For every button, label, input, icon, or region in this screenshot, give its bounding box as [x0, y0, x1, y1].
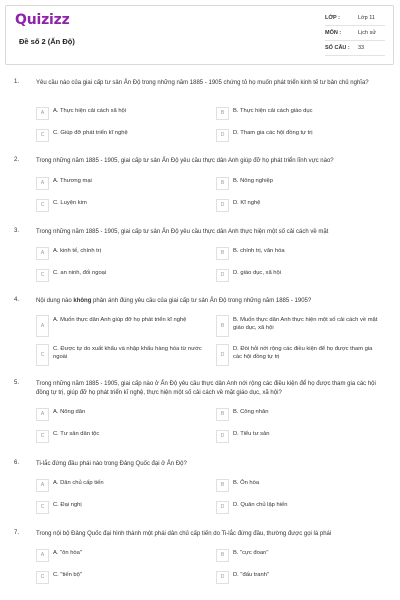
option-text: C. Được tự do xuất khẩu và nhập khẩu hàng hóa từ nước ngoài: [53, 346, 202, 360]
option-text: A. kinh tế, chính trị: [53, 248, 102, 254]
option-letter-box: D: [216, 430, 229, 443]
option-letter-box: C: [36, 501, 49, 514]
question-number: 1.: [14, 79, 20, 85]
option-text: D. "đấu tranh": [233, 572, 270, 578]
option-c[interactable]: [36, 344, 206, 366]
option-letter-box: C: [36, 269, 49, 282]
option-letter-box: B: [216, 177, 229, 190]
option-letter-box: A: [36, 107, 49, 120]
option-c[interactable]: [36, 571, 206, 584]
option-text: A. Nông dân: [53, 409, 86, 415]
option-letter-box: D: [216, 269, 229, 282]
option-letter-box: A: [36, 549, 49, 562]
option-letter-box: A: [36, 315, 49, 337]
option-letter-box: A: [36, 408, 49, 421]
question-text: Trong những năm 1885 - 1905, giai cấp nào ở Ấn Độ yêu cầu thực dân Anh nới rộng các điều kiện để họ được tham gia các hội đồng tự trị, giúp đỡ họ phát triển kĩ nghệ, thực hiện một số cải cách về mặt giáo dục, xã hội?: [36, 381, 376, 396]
option-letter-box: D: [216, 199, 229, 212]
option-letter-box: B: [216, 479, 229, 492]
meta-subject: [325, 30, 376, 36]
option-text: D. Đòi hỏi nới rộng các điều kiện để họ được tham gia các hội đồng tự trị: [233, 346, 373, 360]
option-b[interactable]: [216, 177, 386, 190]
class-label: LỚP :: [325, 15, 340, 21]
option-letter-box: C: [36, 129, 49, 142]
option-text: D. Tham gia các hội đồng tự trị: [233, 130, 313, 136]
divider: [325, 25, 385, 26]
option-text: A. Thương mại: [53, 178, 92, 184]
question-text-emphasis: không: [73, 298, 92, 304]
option-c[interactable]: [36, 269, 206, 282]
quizizz-logo: Quizizz: [15, 12, 70, 28]
option-letter-box: D: [216, 344, 229, 366]
option-a[interactable]: [36, 408, 206, 421]
option-a[interactable]: [36, 549, 206, 562]
option-text: B. Nông nghiệp: [233, 178, 273, 184]
option-a[interactable]: [36, 247, 206, 260]
option-text: C. Luyện kim: [53, 200, 87, 206]
question-number: 4.: [14, 297, 20, 303]
question-number: 2.: [14, 157, 20, 163]
option-b[interactable]: [216, 315, 386, 337]
question-text: Ti-lắc đứng đầu phái nào trong Đảng Quốc đại ở Ấn Độ?: [36, 461, 187, 467]
option-letter-box: B: [216, 107, 229, 120]
option-text: B. "cực đoan": [233, 550, 269, 556]
option-c[interactable]: [36, 501, 206, 514]
question-number: 5.: [14, 380, 20, 386]
option-letter-box: A: [36, 479, 49, 492]
option-b[interactable]: [216, 479, 386, 492]
option-letter-box: C: [36, 344, 49, 366]
option-c[interactable]: [36, 199, 206, 212]
meta-class: [325, 15, 375, 21]
count-label: SỐ CÂU :: [325, 45, 350, 51]
question-text: Trong những năm 1885 - 1905, giai cấp tư sản Ấn Độ yêu cầu thực dân Anh thực hiện một số cải cách về mặt: [36, 229, 329, 235]
option-text: A. Muốn thực dân Anh giúp đỡ họ phát triển kĩ nghệ: [53, 317, 187, 323]
option-letter-box: B: [216, 247, 229, 260]
option-letter-box: D: [216, 571, 229, 584]
option-text: B. chính trị, văn hóa: [233, 248, 285, 254]
option-letter-box: A: [36, 247, 49, 260]
option-letter-box: B: [216, 549, 229, 562]
option-d[interactable]: [216, 199, 386, 212]
option-c[interactable]: [36, 430, 206, 443]
subject-value: Lịch sử: [358, 30, 377, 36]
option-text: B. Thực hiện cải cách giáo dục: [233, 108, 313, 114]
question-text-pre: Nội dung nào: [36, 298, 74, 304]
option-letter-box: A: [36, 177, 49, 190]
option-letter-box: C: [36, 430, 49, 443]
worksheet-title: Đề số 2 (Ấn Độ): [19, 37, 75, 46]
option-d[interactable]: [216, 571, 386, 584]
question-text: Trong nội bộ Đảng Quốc đại hình thành một phái dân chủ cấp tiến do Ti-lắc đứng đầu, thường được gọi là phái: [36, 531, 332, 537]
option-d[interactable]: [216, 430, 386, 443]
option-text: A. "ôn hòa": [53, 550, 82, 556]
option-b[interactable]: [216, 549, 386, 562]
class-value: Lớp 11: [358, 15, 375, 21]
option-text: B. Muốn thực dân Anh thực hiện một số cải cách về mặt giáo dục, xã hội: [233, 317, 378, 331]
divider: [325, 55, 385, 56]
option-text: C. Giúp đỡ phát triển kĩ nghệ: [53, 130, 128, 136]
option-text: D. giáo dục, xã hội: [233, 270, 282, 276]
option-d[interactable]: [216, 129, 386, 142]
option-a[interactable]: [36, 177, 206, 190]
option-letter-box: B: [216, 408, 229, 421]
option-text: C. "tiến bộ": [53, 572, 82, 578]
question-number: 3.: [14, 228, 20, 234]
option-text: C. an ninh, đối ngoại: [53, 270, 107, 276]
option-text: D. Tiểu tư sản: [233, 431, 270, 437]
option-d[interactable]: [216, 269, 386, 282]
option-a[interactable]: [36, 107, 206, 120]
option-text: D. Kĩ nghệ: [233, 200, 261, 206]
option-a[interactable]: [36, 479, 206, 492]
question-text: Yêu cầu nào của giai cấp tư sản Ấn Độ trong những năm 1885 - 1905 chứng tỏ họ muốn phát triển kinh tế tư bản chủ nghĩa?: [36, 80, 369, 86]
option-text: A. Dân chủ cấp tiến: [53, 480, 104, 486]
question-number: 6.: [14, 460, 20, 466]
option-text: B. Công nhân: [233, 409, 269, 415]
option-text: D. Quân chủ lập hiến: [233, 502, 288, 508]
question-text: Trong những năm 1885 - 1905, giai cấp tư sản Ấn Độ yêu cầu thực dân Anh giúp đỡ họ phát triển lĩnh vực nào?: [36, 158, 334, 164]
question-number: 7.: [14, 530, 20, 536]
option-letter-box: D: [216, 129, 229, 142]
meta-count: [325, 45, 364, 51]
option-text: C. Đại nghị: [53, 502, 82, 508]
option-text: A. Thực hiện cải cách xã hội: [53, 108, 127, 114]
option-d[interactable]: [216, 501, 386, 514]
question-text: [36, 297, 376, 306]
option-letter-box: C: [36, 571, 49, 584]
option-b[interactable]: [216, 107, 386, 120]
option-letter-box: D: [216, 501, 229, 514]
option-letter-box: B: [216, 315, 229, 337]
count-value: 33: [358, 45, 365, 51]
option-text: C. Tư sản dân tộc: [53, 431, 100, 437]
option-text: B. Ôn hòa: [233, 480, 260, 486]
option-c[interactable]: [36, 129, 206, 142]
option-d[interactable]: [216, 344, 386, 366]
option-b[interactable]: [216, 247, 386, 260]
option-letter-box: C: [36, 199, 49, 212]
option-b[interactable]: [216, 408, 386, 421]
subject-label: MÔN :: [325, 30, 342, 36]
divider: [325, 40, 385, 41]
question-text-post: phản ánh đúng yêu cầu của giai cấp tư sản Ấn Độ trong những năm 1885 - 1905?: [91, 298, 312, 304]
option-a[interactable]: [36, 315, 206, 337]
